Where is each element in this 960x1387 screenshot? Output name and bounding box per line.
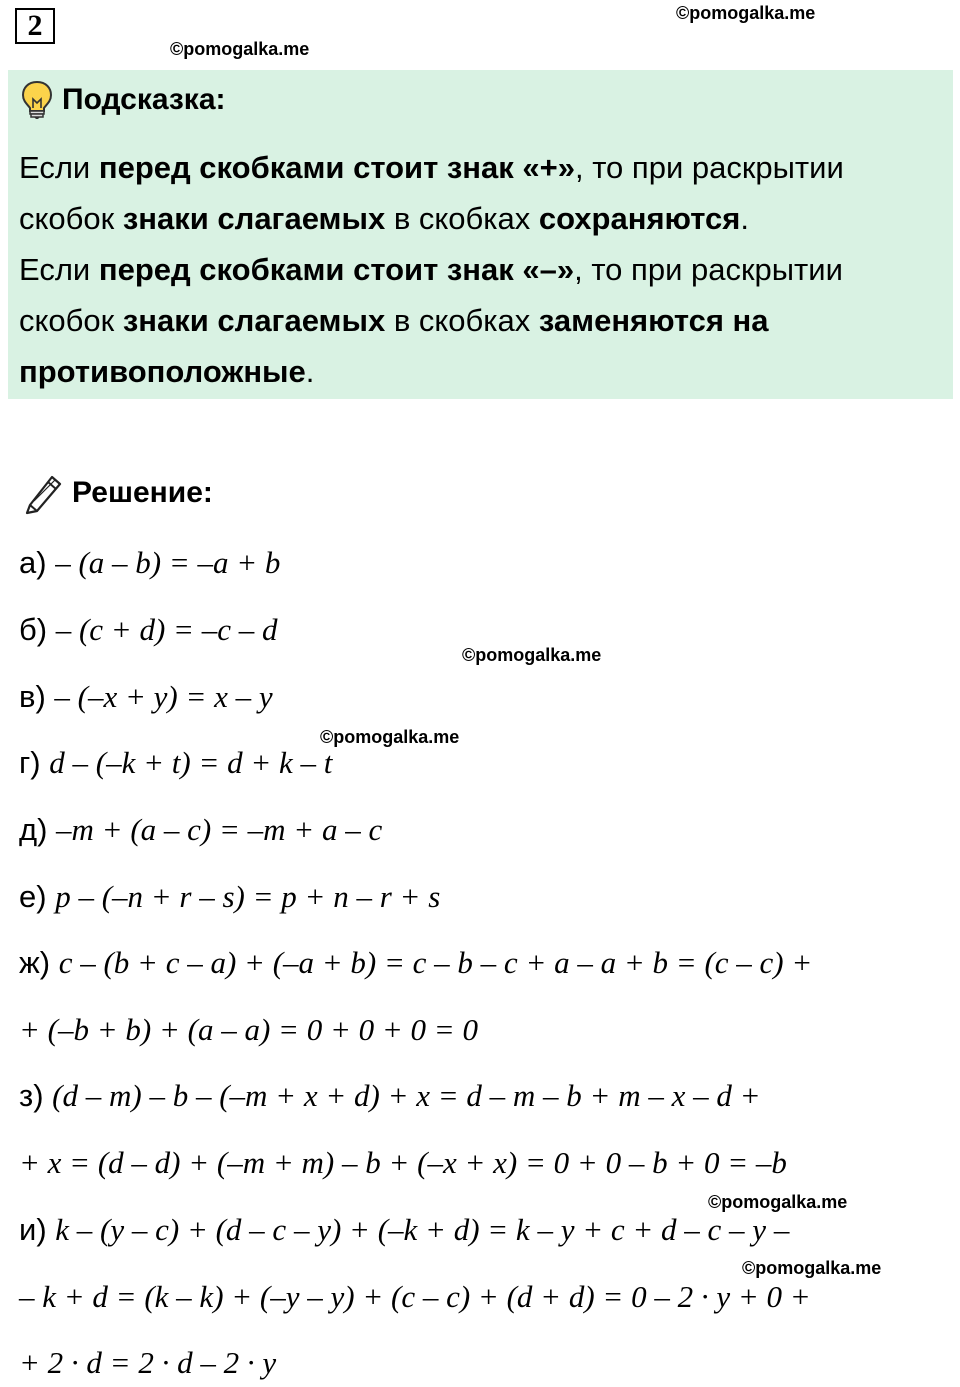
hint-text: Если [19, 252, 99, 287]
hint-line [19, 352, 314, 392]
solution-heading [22, 470, 213, 516]
solution-line: з) (d – m) – b – (–m + x + d) + x = d – m – b + m – x – d + [19, 1078, 761, 1113]
hint-bold-text: знаки слагаемых [122, 303, 386, 338]
solution-line: г) d – (–k + t) = d + k – t [19, 745, 333, 780]
solution-line: е) p – (–n + r – s) = p + n – r + s [19, 879, 441, 914]
solution-line: и) k – (y – c) + (d – c – y) + (–k + d) = k – y + c + d – c – y – [19, 1212, 790, 1247]
hint-text: . [305, 354, 315, 389]
hint-text: в скобках [385, 303, 539, 338]
hint-text: . [740, 201, 749, 236]
hint-bold-text: противоположные [19, 354, 306, 389]
watermark: ©pomogalka.me [462, 645, 602, 665]
watermark: ©pomogalka.me [676, 3, 816, 23]
watermark: ©pomogalka.me [320, 727, 460, 747]
solution-line: + x = (d – d) + (–m + m) – b + (–x + x) = 0 + 0 – b + 0 = –b [19, 1145, 787, 1180]
hint-text: Если [19, 150, 99, 185]
watermark: ©pomogalka.me [742, 1258, 882, 1278]
solution-line: ж) c – (b + c – a) + (–a + b) = c – b – c + a – a + b = (c – c) + [19, 945, 813, 980]
lightbulb-icon [20, 80, 54, 120]
watermark: ©pomogalka.me [708, 1192, 848, 1212]
solution-line: д) –m + (a – c) = –m + a – c [19, 812, 383, 847]
hint-text: , то при раскрытии [574, 252, 843, 287]
hint-line [19, 148, 844, 188]
solution-line: + (–b + b) + (a – a) = 0 + 0 + 0 = 0 [19, 1012, 478, 1047]
solution-line: б) – (c + d) = –c – d [19, 612, 278, 647]
task-number: 2 [15, 8, 55, 44]
watermark: ©pomogalka.me [170, 39, 310, 59]
pencil-icon [22, 471, 66, 515]
hint-text: , то при раскрытии [574, 150, 844, 185]
solution-line: в) – (–x + y) = x – y [19, 679, 273, 714]
hint-text: скобок [19, 303, 123, 338]
hint-line [19, 250, 843, 290]
hint-line [19, 301, 769, 341]
hint-bold-text: перед скобками стоит знак «–» [98, 252, 575, 287]
solution-line: + 2 · d = 2 · d – 2 · y [19, 1345, 277, 1380]
hint-bold-text: знаки слагаемых [122, 201, 386, 236]
solution-line: а) – (a – b) = –a + b [19, 545, 281, 580]
hint-text: скобок [19, 201, 123, 236]
hint-line [19, 199, 749, 239]
solution-line: – k + d = (k – k) + (–y – y) + (c – c) + (d + d) = 0 – 2 · y + 0 + [19, 1279, 811, 1314]
hint-bold-text: перед скобками стоит знак «+» [98, 150, 575, 185]
hint-bold-text: сохраняются [538, 201, 741, 236]
hint-title: Подсказка: [62, 83, 226, 116]
hint-heading [20, 80, 226, 120]
hint-text: в скобках [385, 201, 539, 236]
solution-title: Решение: [72, 476, 213, 509]
hint-bold-text: заменяются на [538, 303, 769, 338]
